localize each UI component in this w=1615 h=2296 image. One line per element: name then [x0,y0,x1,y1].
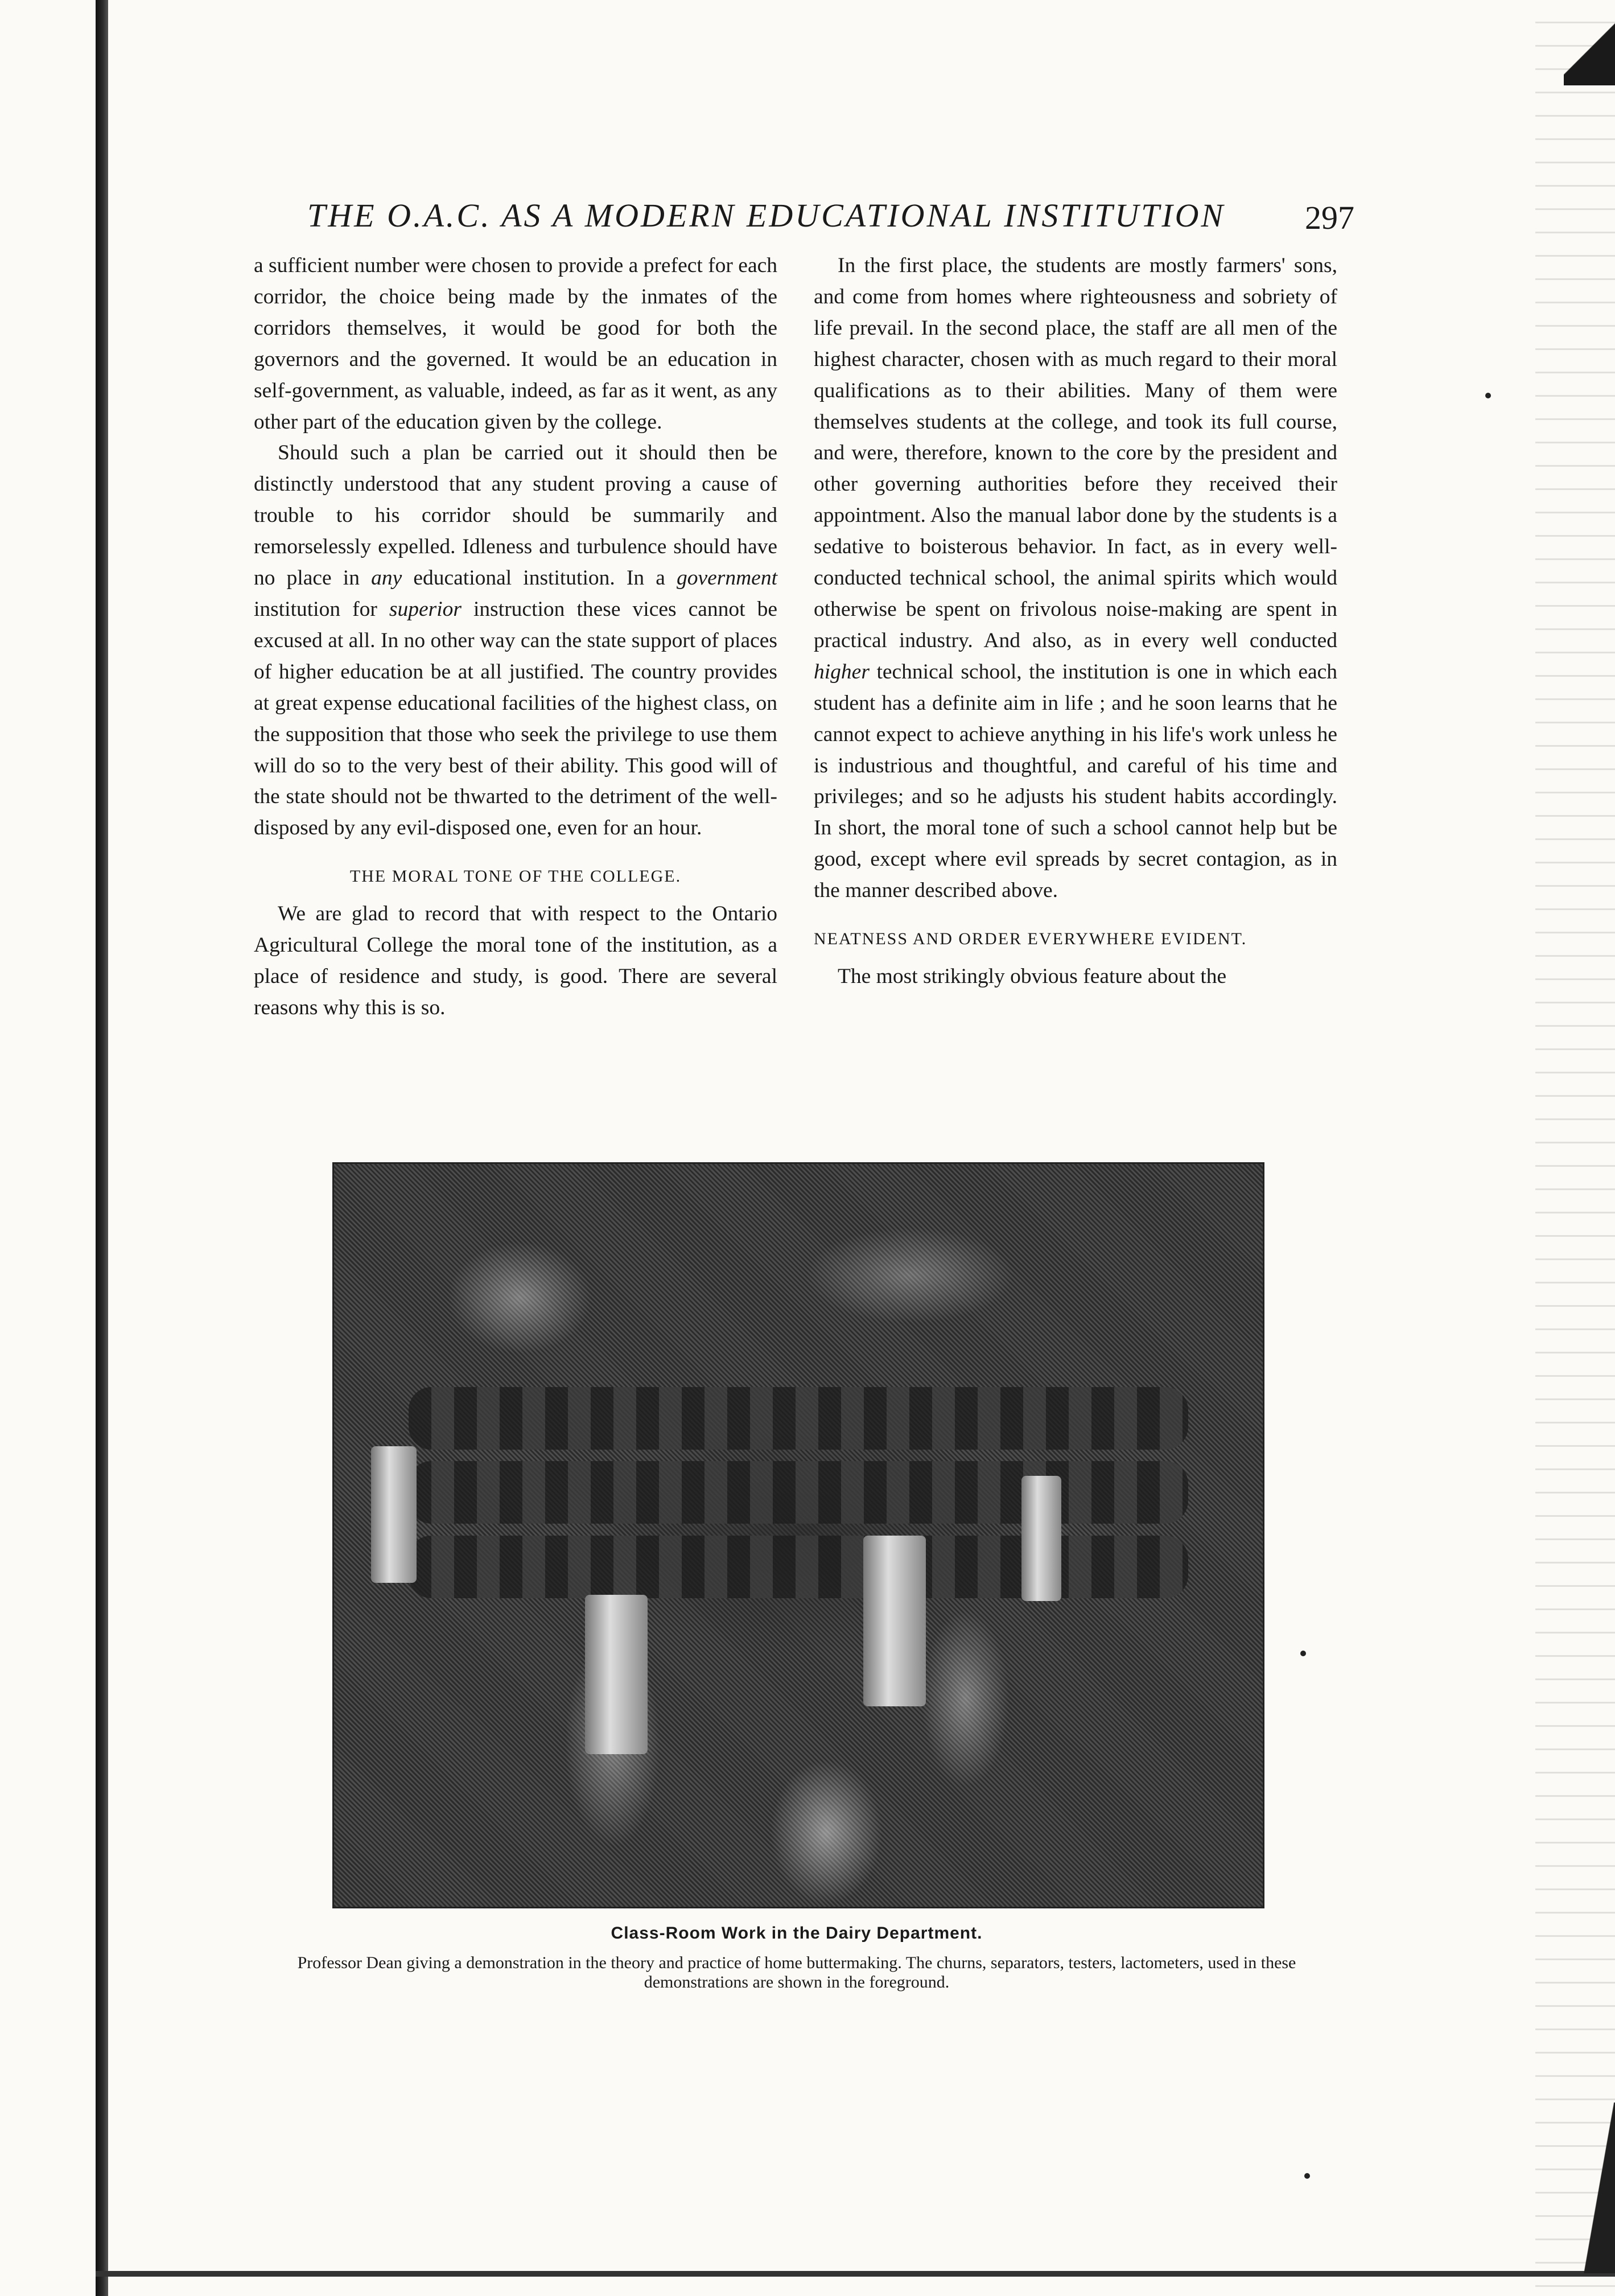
text-run: institution for [254,597,389,621]
student-row [409,1387,1189,1450]
section-subhead: THE MORAL TONE OF THE COLLEGE. [349,867,682,886]
binding-edge [96,0,108,2296]
figure-caption-title: Class-Room Work in the Dairy Department. [611,1924,983,1943]
text-run: In the first place, the students are mostly farmers' sons, and come from homes where righteousness and sobriety of life prevail. In the second place, the staff are all men of the highest character, chosen with as much regard to their moral qualifications as to their abilities. Many of them were themselves students at the college, and took its full course, and were, therefore, known to the core by the president and other governing authorities before they received their appointment. Also the manual labor done by the students is a sedative to boisterous behavior. In fact, as in every well-conducted technical school, the animal spirits which would otherwise be spent on frivolous noise-making are spent in practical industry. And also, as in every well conducted [814,254,1337,652]
speck [1304,2173,1310,2179]
page-bottom-edge [96,2271,1615,2277]
running-head [307,196,1354,242]
speck [1485,393,1491,398]
student-row [409,1536,1189,1598]
italic-run: superior [389,597,462,621]
running-title: THE O.A.C. AS A MODERN EDUCATIONAL INSTITUTION [307,197,1226,234]
text-run: instruction these vices cannot be excused at all. In no other way can the state support of places of higher education be at all justified. The country provides at great expense educational facilities of the highest class, on the supposition that those who seek the privilege to use them will do so to the very best of their ability. This good will of the state should not be thwarted to the detriment of the well-disposed by any evil-disposed one, even for an hour. [254,597,777,840]
paragraph [814,250,1337,907]
separator-apparatus [1021,1476,1061,1601]
italic-run: higher [814,660,870,684]
paragraph: The most strikingly obvious feature about the [838,965,1227,989]
text-run: Should such a plan be carried out it should then be distinctly understood that any student proving a cause of trouble to his corridor should be summarily and remorselessly expelled. Idleness and turbulence should have no place in [254,441,777,590]
adjacent-page-edge [1535,0,1615,2296]
text-run: technical school, the institution is one in which each student has a definite aim in life ; and he soon learns that he cannot expect to achieve anything in his life's work unless he is industrious and thoughtful, and careful of his time and privileges; and so he adjusts his student habits accordingly. In short, the moral tone of such a school cannot help but be good, except where evil spreads by secret contagion, as in the manner described above. [814,660,1337,903]
page-number: 297 [1305,199,1354,236]
churn-apparatus [585,1595,648,1754]
section-subhead: NEATNESS AND ORDER EVERYWHERE EVIDENT. [814,929,1247,949]
student-row [409,1461,1189,1524]
figure-caption-body: Professor Dean giving a demonstration in the theory and practice of home buttermaking. The churns, separators, testers, lactometers, used in these demonstrations are shown in the foreground. [297,1953,1296,1991]
classroom-photograph [332,1162,1264,1908]
italic-run: any [371,566,402,590]
paragraph [254,438,777,844]
italic-run: government [676,566,777,590]
tester-apparatus [371,1446,417,1583]
speck [1300,1651,1306,1656]
right-column [814,250,1337,993]
paragraph: a sufficient number were chosen to provide a prefect for each corridor, the choice being made by the inmates of the corridors themselves, it would be good for both the governors and the governed. It would be an education in self-government, as valuable, indeed, as far as it went, as any other part of the education given by the college. [254,254,777,434]
paragraph: We are glad to record that with respect to the Ontario Agricultural College the moral tone of the institution, as a place of residence and study, is good. There are several reasons why this is so. [254,902,777,1019]
page-corner-shadow-bottom [1575,2102,1615,2273]
page-corner-shadow [1564,23,1615,85]
left-column [254,250,777,1024]
churn-apparatus [863,1536,926,1706]
text-run: educational institution. In a [402,566,677,590]
